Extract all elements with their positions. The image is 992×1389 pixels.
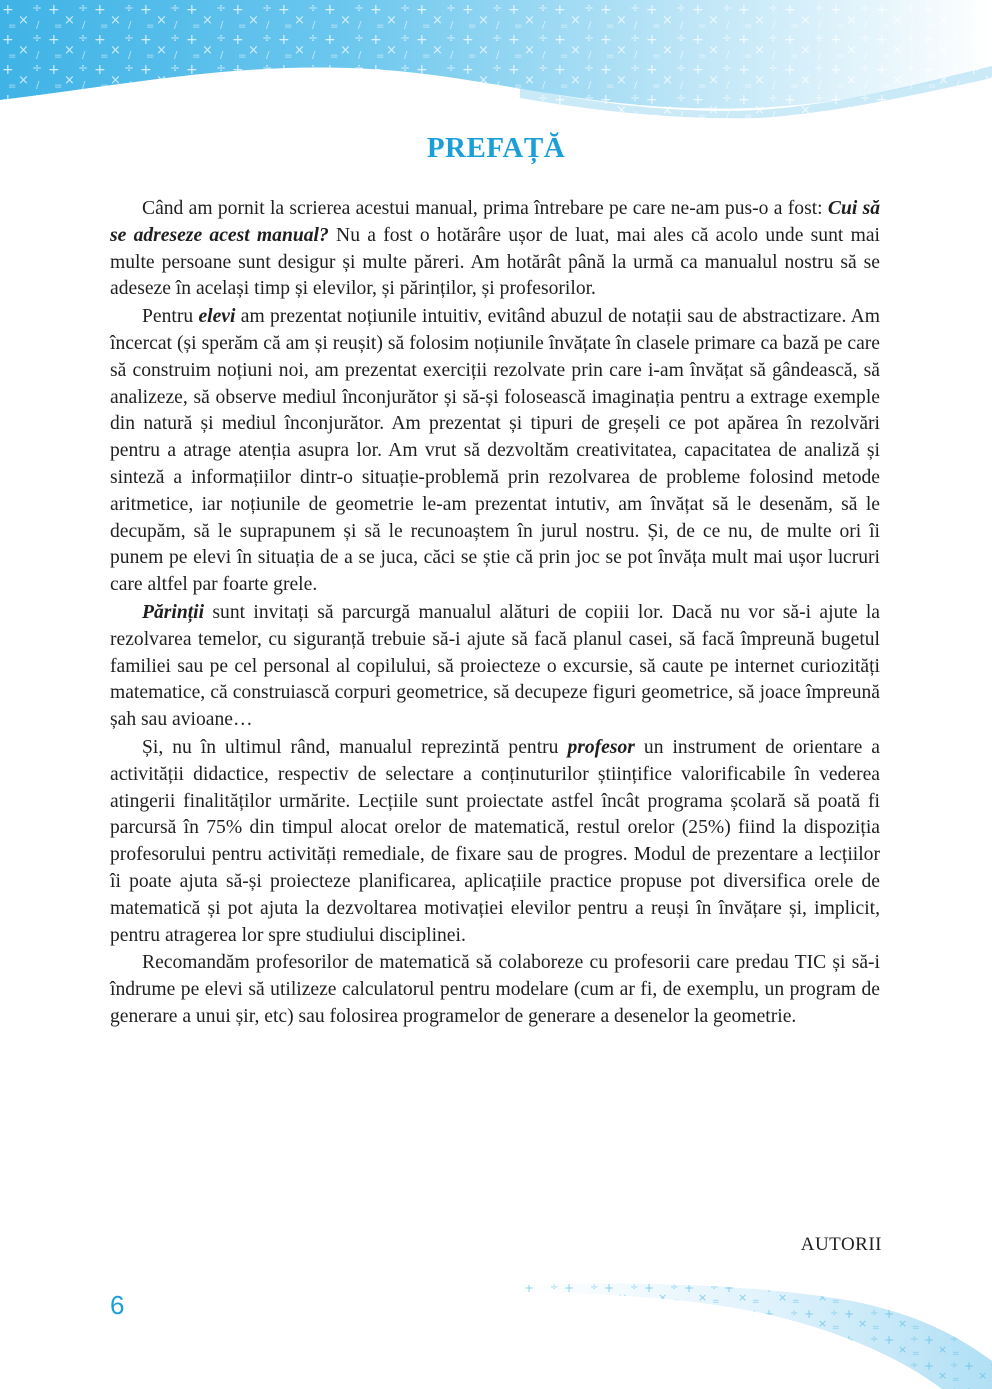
- paragraph-teachers-text-a: Și, nu în ultimul rând, manualul reprezintă pentru: [142, 736, 568, 758]
- decorative-header-banner: [0, 0, 992, 135]
- paragraph-teachers-keyword: profesor: [567, 736, 635, 758]
- paragraph-recommendation-text: Recomandăm profesorilor de matematică să colaboreze cu profesorii care predau TIC și să-i îndrume pe elevi să utilizeze calculatorul pentru modelare (cum ar fi, de exemplu, un program de generare a unui șir, etc) sau folosirea programelor de generare a desenelor la geometrie.: [110, 952, 880, 1027]
- paragraph-students-text-b: am prezentat noțiunile intuitiv, evitând abuzul de notații sau de abstractizare. Am încercat (și sperăm că am și reușit) să folosim noțiunile învățate în clasele primare ca bază pe care să construim noțiuni noi, am prezentat exerciții rezolvate prin care i-am învățat să gândească, să analizeze, să observe mediul înconjurător și să-și folosească imaginația pentru a extrage exemple din natură și mediul înconjurător. Am prezentat și tipuri de greșeli ce pot apărea în rezolvări pentru a atrage atenția asupra lor. Am vrut să dezvoltăm creativitatea, capacitatea de analiză și sinteză a informațiilor dintr-o situație-problemă prin rezolvarea de probleme folosind metode aritmetice, iar noțiunile de geometrie le-am prezentat intutiv, am învățat să le desenăm, să le decupăm, să le suprapunem și să le recunoaștem în jurul nostru. Și, de ce nu, de multe ori îi punem pe elevi în situația de a se juca, căci se știe că prin joc se pot învăța mult mai ușor lucruri care altfel par foarte grele.: [110, 306, 880, 596]
- paragraph-teachers-text-b: un instrument de orientare a activității didactice, respectiv de selectare a conținuturilor științifice valorificabile în vederea atingerii finalităților urmărite. Lecțiile sunt proiectate astfel încât programa școlară să poată fi parcursă în 75% din timpul alocat orelor de matematică, restul orelor (25%) fiind la dispoziția profesorului pentru activități remediale, de fixare sau de progres. Modul de prezentare a lecțiilor îi poate ajuta să-și proiecteze planificarea, aplicațiile practice propuse pot diversifica orele de matematică și pot ajuta la dezvoltarea motivației elevilor pentru a reuși în învățare și, implicit, pentru atragerea lor spre studiului disciplinei.: [110, 736, 880, 946]
- paragraph-parents-text: sunt invitați să parcurgă manualul alături de copiii lor. Dacă nu vor să-i ajute la rezolvarea temelor, cu siguranță trebuie să-i ajute să facă planul casei, să facă împreună bugetul familiei sau pe cel personal al copilului, să proiecteze o excursie, să caute pe internet curiozități matematice, că construiască corpuri geometrice, să decupeze figuri geometrice, să joace împreună șah sau avioane…: [110, 601, 880, 731]
- paragraph-teachers: [110, 735, 880, 949]
- page-title: PREFAȚĂ: [426, 132, 566, 164]
- page-number: 6: [110, 1290, 125, 1320]
- paragraph-intro: [110, 196, 880, 303]
- authors-signature: AUTORII: [800, 1234, 882, 1255]
- paragraph-recommendation: [110, 950, 880, 1030]
- paragraph-intro-text-a: Când am pornit la scrierea acestui manual, prima întrebare pe care ne-am pus-o a fost:: [142, 198, 828, 219]
- paragraph-students: [110, 304, 880, 599]
- decorative-footer-banner: [522, 1279, 992, 1389]
- paragraph-parents: [110, 600, 880, 734]
- paragraph-students-keyword: elevi: [198, 306, 236, 328]
- preface-text: [110, 196, 880, 1032]
- paragraph-intro-question: Cui să se adreseze acest manual?: [110, 198, 880, 246]
- paragraph-parents-keyword: Părinții: [142, 601, 205, 623]
- paragraph-intro-text-b: Nu a fost o hotărâre ușor de luat, mai ales că acolo unde sunt mai multe persoane sunt desigur și multe păreri. Am hotărât până la urmă ca manualul nostru să se adeseze în același timp și elevilor, și părinților, și profesorilor.: [110, 224, 880, 300]
- paragraph-students-text-a: Pentru: [142, 306, 199, 328]
